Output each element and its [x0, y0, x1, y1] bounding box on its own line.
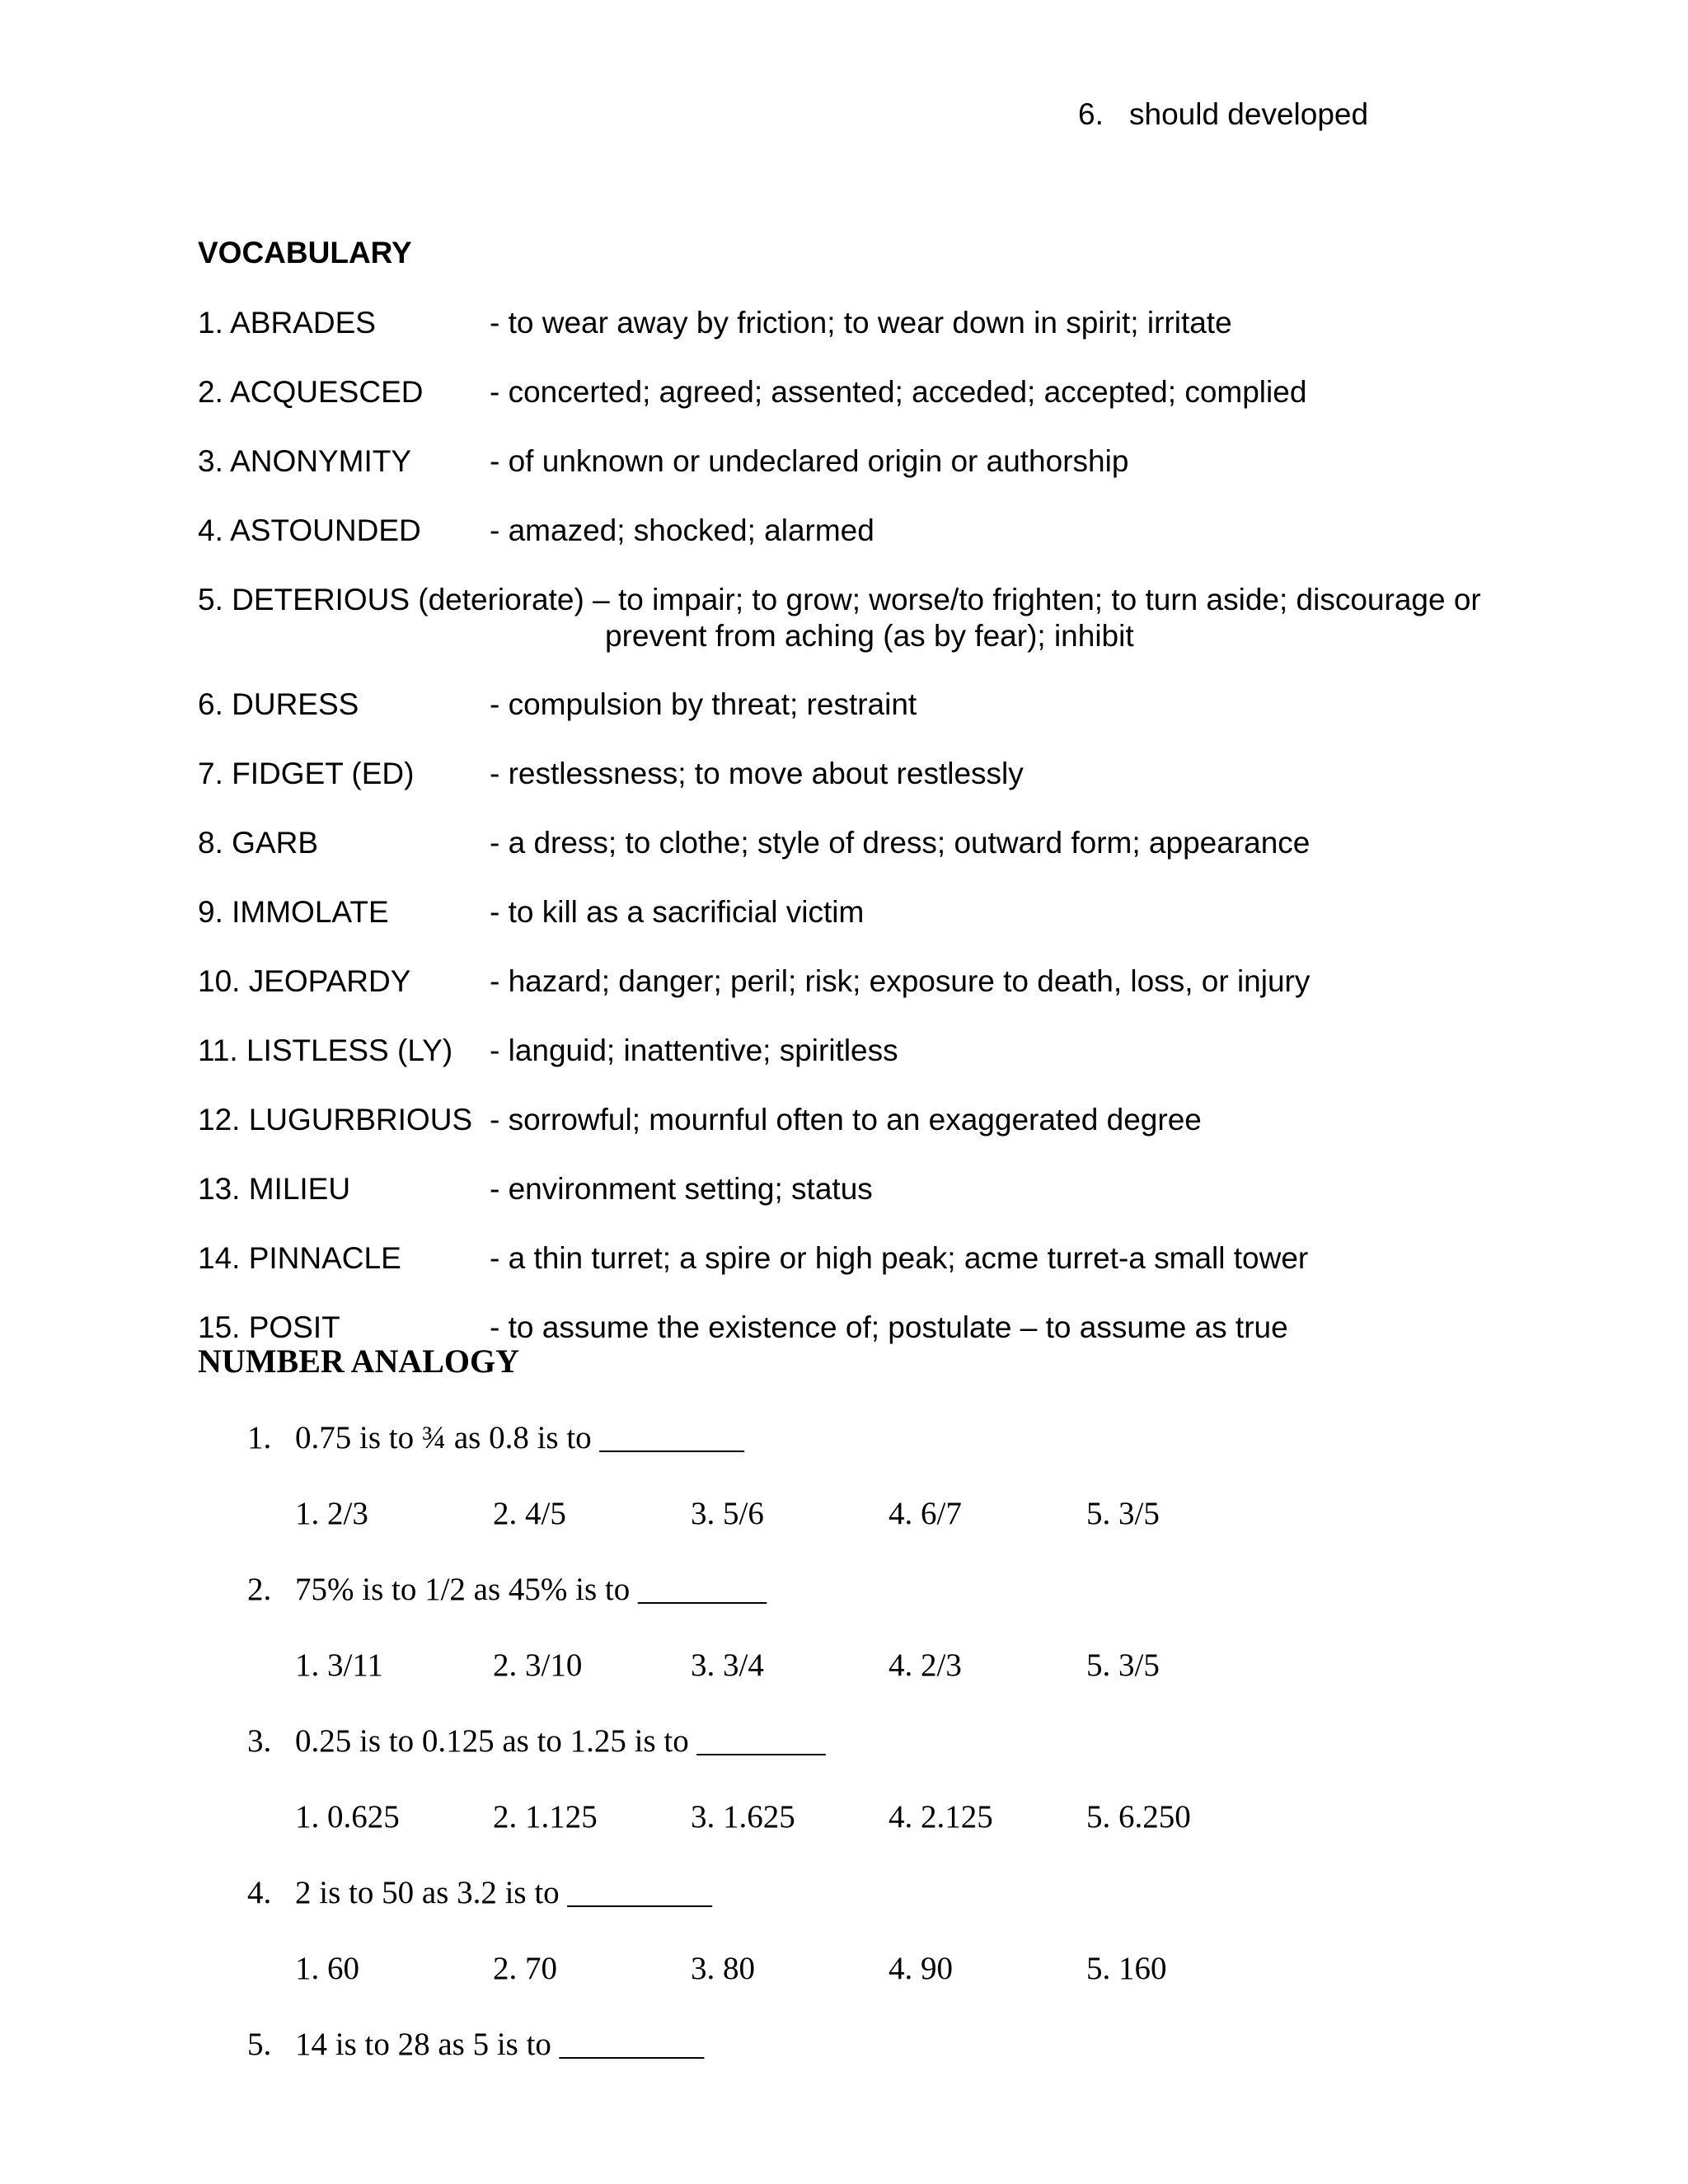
vocab-term: 9. IMMOLATE — [198, 895, 389, 929]
vocab-definition: - languid; inattentive; spiritless — [490, 1033, 898, 1067]
answer-choice[interactable]: 2. 70 — [493, 1951, 557, 1986]
vocab-definition: – to impair; to grow; worse/to frighten; to turn aside; discourage or — [593, 583, 1481, 616]
question-number: 3. — [247, 1723, 272, 1759]
answer-choice[interactable]: 4. 6/7 — [889, 1496, 962, 1531]
vocab-definition: - restlessness; to move about restlessly — [490, 757, 1024, 790]
question-number: 5. — [247, 2027, 272, 2062]
number-analogy-heading: NUMBER ANALOGY — [198, 1343, 520, 1380]
vocab-term: 13. MILIEU — [198, 1172, 351, 1206]
question-number: 1. — [247, 1420, 272, 1455]
question-text: 75% is to 1/2 as 45% is to ________ — [295, 1572, 767, 1607]
vocab-definition: - amazed; shocked; alarmed — [490, 513, 874, 547]
vocab-definition: - sorrowful; mournful often to an exaggerated degree — [490, 1103, 1202, 1137]
vocab-definition: - a dress; to clothe; style of dress; outward form; appearance — [490, 826, 1311, 860]
answer-choice[interactable]: 2. 1.125 — [493, 1799, 598, 1835]
question-text: 0.75 is to ¾ as 0.8 is to _________ — [295, 1420, 744, 1455]
question-text: 0.25 is to 0.125 as to 1.25 is to ________ — [295, 1723, 826, 1759]
vocab-term: 4. ASTOUNDED — [198, 513, 421, 547]
answer-choice[interactable]: 5. 160 — [1086, 1951, 1167, 1986]
answer-choice[interactable]: 4. 2.125 — [889, 1799, 993, 1835]
answer-choice[interactable]: 3. 1.625 — [691, 1799, 795, 1835]
question-number: 2. — [247, 1572, 272, 1607]
vocab-term: 10. JEOPARDY — [198, 964, 411, 998]
vocab-definition: - hazard; danger; peril; risk; exposure to death, loss, or injury — [490, 964, 1311, 998]
answer-choice[interactable]: 4. 90 — [889, 1951, 953, 1986]
question-text: 14 is to 28 as 5 is to _________ — [295, 2027, 705, 2062]
vocab-term: 1. ABRADES — [198, 306, 376, 340]
vocab-definition: - of unknown or undeclared origin or authorship — [490, 444, 1129, 478]
analogy-question — [247, 1874, 712, 1911]
answer-choice[interactable]: 1. 60 — [295, 1951, 359, 1986]
top-item-number: 6. — [1078, 97, 1104, 131]
vocab-term: 14. PINNACLE — [198, 1241, 401, 1275]
analogy-question — [247, 2026, 704, 2063]
answer-choice[interactable]: 1. 3/11 — [295, 1647, 383, 1683]
vocab-term: 2. ACQUESCED — [198, 375, 424, 409]
question-text: 2 is to 50 as 3.2 is to _________ — [295, 1875, 712, 1910]
answer-choice[interactable]: 4. 2/3 — [889, 1647, 962, 1683]
top-list-item — [1078, 97, 1368, 132]
answer-choice[interactable]: 2. 3/10 — [493, 1647, 583, 1683]
answer-choice[interactable]: 1. 2/3 — [295, 1496, 368, 1531]
answer-choice[interactable]: 3. 80 — [691, 1951, 755, 1986]
vocab-term: 15. POSIT — [198, 1310, 340, 1344]
answer-choice[interactable]: 5. 6.250 — [1086, 1799, 1191, 1835]
vocab-definition: - a thin turret; a spire or high peak; acme turret-a small tower — [490, 1241, 1309, 1275]
top-item-text: should developed — [1129, 97, 1369, 131]
vocab-definition: - concerted; agreed; assented; acceded; accepted; complied — [490, 375, 1307, 409]
vocabulary-heading: VOCABULARY — [198, 236, 412, 269]
answer-choice[interactable]: 1. 0.625 — [295, 1799, 400, 1835]
vocab-term: 12. LUGURBRIOUS — [198, 1103, 473, 1137]
vocab-term: 3. ANONYMITY — [198, 444, 412, 478]
answer-choice[interactable]: 5. 3/5 — [1086, 1647, 1160, 1683]
answer-choice[interactable]: 5. 3/5 — [1086, 1496, 1160, 1531]
vocab-term: 6. DURESS — [198, 687, 359, 721]
vocab-definition: - to wear away by friction; to wear down in spirit; irritate — [490, 306, 1232, 340]
analogy-question — [247, 1722, 826, 1760]
vocab-definition: - to kill as a sacrificial victim — [490, 895, 865, 929]
vocab-definition: - environment setting; status — [490, 1172, 873, 1206]
vocab-definition: - to assume the existence of; postulate – to assume as true — [490, 1310, 1288, 1344]
question-number: 4. — [247, 1875, 272, 1910]
analogy-question — [247, 1571, 767, 1608]
analogy-question — [247, 1419, 744, 1456]
answer-choice[interactable]: 2. 4/5 — [493, 1496, 566, 1531]
vocab-term: 5. DETERIOUS (deteriorate) — [198, 583, 584, 616]
vocab-term: 7. FIDGET (ED) — [198, 757, 415, 790]
vocab-definition-continued: prevent from aching (as by fear); inhibit — [605, 619, 1134, 653]
vocab-term: 8. GARB — [198, 826, 318, 860]
vocab-term: 11. LISTLESS (LY) — [198, 1033, 453, 1067]
answer-choice[interactable]: 3. 3/4 — [691, 1647, 764, 1683]
vocab-item — [198, 582, 1481, 654]
vocab-definition: - compulsion by threat; restraint — [490, 687, 917, 721]
answer-choice[interactable]: 3. 5/6 — [691, 1496, 764, 1531]
